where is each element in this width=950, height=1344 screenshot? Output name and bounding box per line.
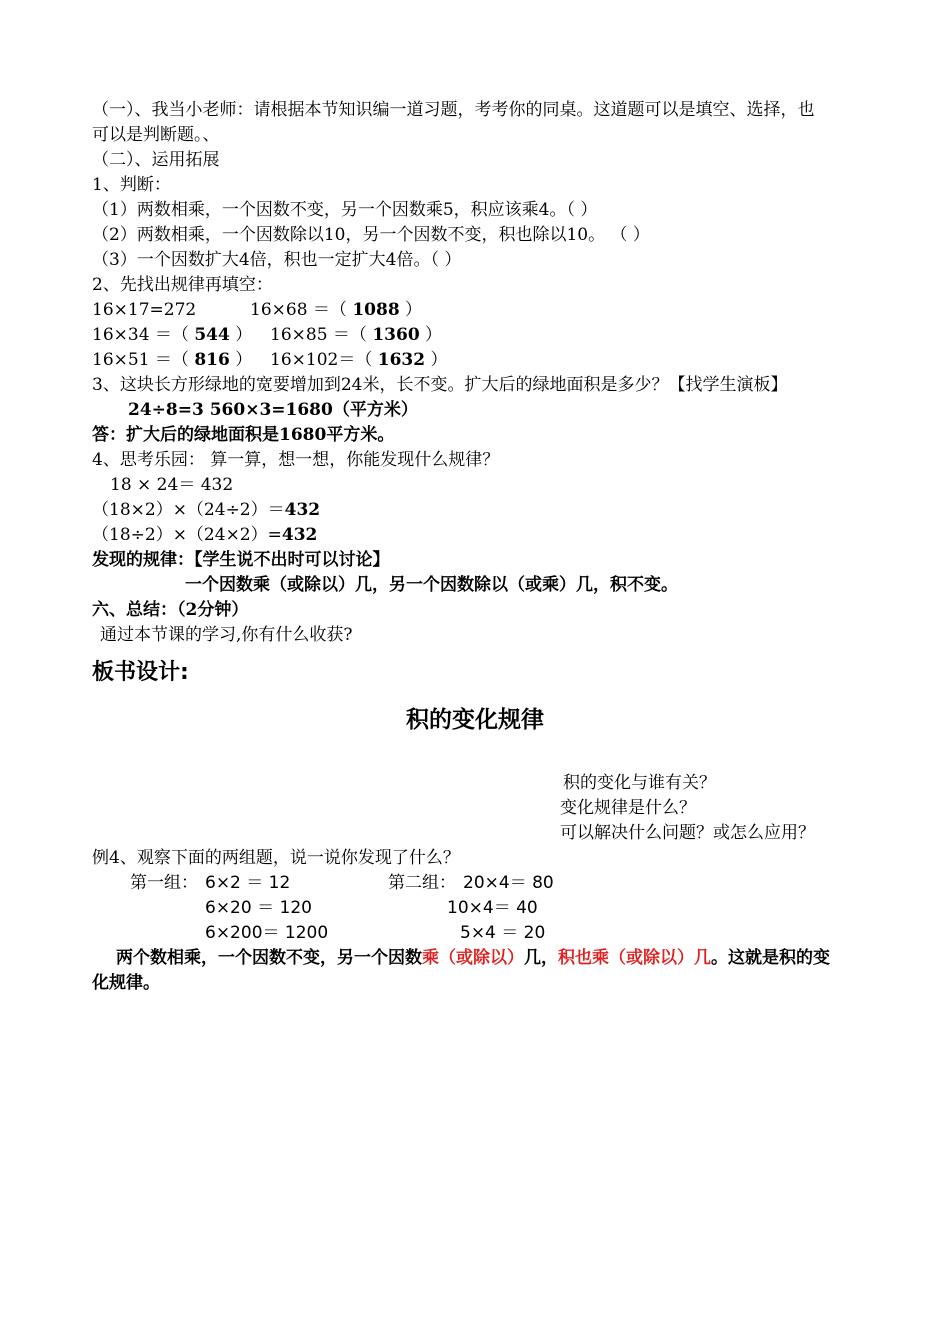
q1-item-1: （1）两数相乘，一个因数不变，另一个因数乘5，积应该乘4。（ ） [92,200,598,220]
intro-line-2: 可以是判断题。、 [92,125,220,145]
group-2-equation-1: 20×4＝ 80 [463,873,554,893]
conclusion-highlight: 乘（或除以） [422,948,524,968]
expression: 16×102＝（ [270,350,378,370]
board-question-1: 积的变化与谁有关？ [563,773,716,793]
group-2-equation-3: 5×4 ＝ 20 [460,923,546,943]
q4-equation-2 [92,498,320,523]
expression: 16×51 ＝（ [92,350,195,370]
bracket-close: ） [419,325,443,345]
q3-work: 24÷8=3 560×3=1680（平方米） [128,400,418,420]
summary-heading: 六、总结：（2分钟） [92,600,249,620]
expression: （18×2）×（24÷2）＝ [92,500,285,520]
q2-row-3-left [92,348,252,373]
answer: 432 [284,500,321,520]
group-1-label: 第一组： [130,873,198,893]
group-2-label: 第二组： [388,873,456,893]
intro-line-1: （一）、我当小老师：请根据本节知识编一道习题，考考你的同桌。这道题可以是填空、选择，也 [92,100,815,120]
answer: 544 [194,325,230,345]
conclusion-highlight: 积也乘（或除以）几 [558,948,711,968]
bracket-close: ） [425,350,448,370]
conclusion-text: 几， [524,948,558,968]
q4-equation-3 [92,523,317,548]
bracket-close: ） [229,325,253,345]
q3-answer: 答：扩大后的绿地面积是1680平方米。 [92,425,395,445]
q2-row-1-right [250,298,422,323]
q1-title: 1、判断： [92,175,171,195]
bracket-close: ） [229,350,253,370]
q2-row-2-left [92,323,252,348]
expression: （18÷2）×（24×2）= [92,525,282,545]
group-1-equation-3: 6×200＝ 1200 [205,923,329,943]
q4-equation-1: 18 × 24＝ 432 [110,475,234,495]
answer: 1088 [352,300,400,320]
group-2-equation-2: 10×4＝ 40 [447,898,538,918]
q2-title: 2、先找出规律再填空： [92,275,273,295]
answer: 1632 [377,350,426,370]
answer: 432 [281,525,318,545]
example-title: 例4、观察下面的两组题，说一说你发现了什么？ [92,848,460,868]
q2-row-2-right [270,323,442,348]
expression: 16×68 ＝（ [250,300,353,320]
board-heading: 板书设计: [92,660,189,685]
q2-row-3-right [270,348,447,373]
q1-item-3: （3）一个因数扩大4倍，积也一定扩大4倍。（ ） [92,250,462,270]
q1-item-2: （2）两数相乘，一个因数除以10，另一个因数不变，积也除以10。 （ ） [92,225,650,245]
board-question-2: 变化规律是什么？ [560,798,696,818]
bracket-close: ） [399,300,423,320]
group-1-equation-2: 6×20 ＝ 120 [205,898,312,918]
section-heading-extension: （二）、运用拓展 [92,150,220,170]
q4-title: 4、思考乐园： 算一算，想一想，你能发现什么规律？ [92,450,500,470]
group-1-equation-1: 6×2 ＝ 12 [205,873,291,893]
expression: 16×85 ＝（ [270,325,373,345]
q3-question: 3、这块长方形绿地的宽要增加到24米，长不变。扩大后的绿地面积是多少？【找学生演板】 [92,375,788,395]
q4-rule: 一个因数乘（或除以）几，另一个因数除以（或乘）几，积不变。 [185,575,678,595]
board-question-3: 可以解决什么问题？或怎么应用？ [560,823,815,843]
answer: 1360 [372,325,420,345]
conclusion-text: 。这就是积的变 [711,948,830,968]
conclusion-line-2: 化规律。 [92,973,160,993]
conclusion-line-1 [116,946,830,971]
board-title: 积的变化规律 [406,707,544,733]
answer: 816 [194,350,230,370]
summary-prompt: 通过本节课的学习,你有什么收获? [100,625,353,645]
q4-rule-label: 发现的规律：【学生说不出时可以讨论】 [92,550,390,570]
conclusion-text: 两个数相乘，一个因数不变，另一个因数 [116,948,422,968]
expression: 16×34 ＝（ [92,325,195,345]
q2-row-1-left: 16×17=272 [92,300,197,320]
